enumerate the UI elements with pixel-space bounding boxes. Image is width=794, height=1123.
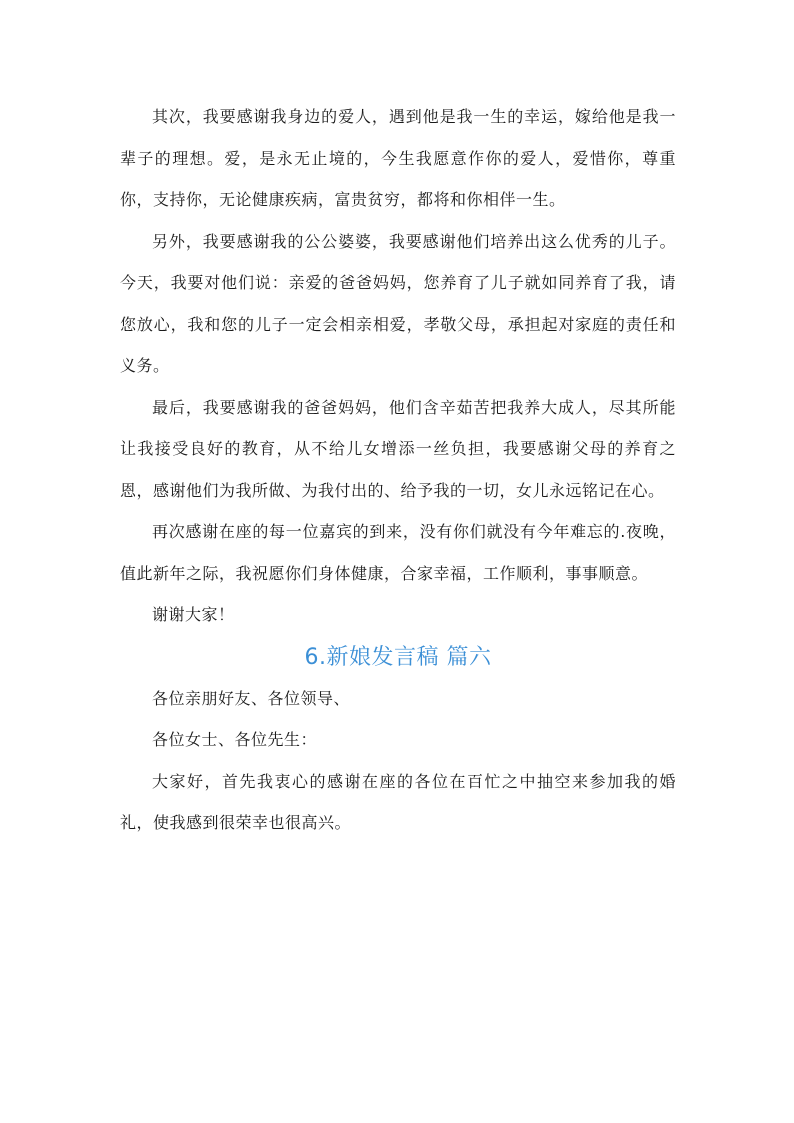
paragraph-closing: 谢谢大家！ (152, 605, 235, 624)
paragraph-greeting-friends: 各位亲朋好友、各位领导、 (152, 688, 351, 708)
paragraph-greeting-guests: 各位女士、各位先生： (152, 730, 318, 749)
document-page (120, 96, 676, 844)
section-heading: 6.新娘发言稿 篇六 (304, 644, 492, 670)
paragraph-thanks-parents: 最后，我要感谢我的爸爸妈妈，他们含辛茹苦把我养大成人，尽其所能让我接受良好的教育，从不给儿女增添一丝负担，我要感谢父母的养育之恩，感谢他们为我所做、为我付出的、给予我的一切，女儿永远铭记在心。 (120, 397, 676, 500)
paragraph-opening: 大家好，首先我衷心的感谢在座的各位在百忙之中抽空来参加我的婚礼，使我感到很荣幸也很高兴。 (120, 771, 676, 832)
paragraph-thanks-guests: 再次感谢在座的每一位嘉宾的到来，没有你们就没有今年难忘的.夜晚，值此新年之际，我祝愿你们身体健康，合家幸福，工作顺利，事事顺意。 (120, 522, 676, 583)
paragraph-thanks-in-laws: 另外，我要感谢我的公公婆婆，我要感谢他们培养出这么优秀的儿子。今天，我要对他们说：亲爱的爸爸妈妈，您养育了儿子就如同养育了我，请您放心，我和您的儿子一定会相亲相爱，孝敬父母，承担起对家庭的责任和义务。 (120, 231, 676, 375)
paragraph-thanks-husband: 其次，我要感谢我身边的爱人，遇到他是我一生的幸运，嫁给他是我一辈子的理想。爱，是永无止境的，今生我愿意作你的爱人，爱惜你，尊重你，支持你，无论健康疾病，富贵贫穷，都将和你相伴一生。 (120, 107, 676, 209)
